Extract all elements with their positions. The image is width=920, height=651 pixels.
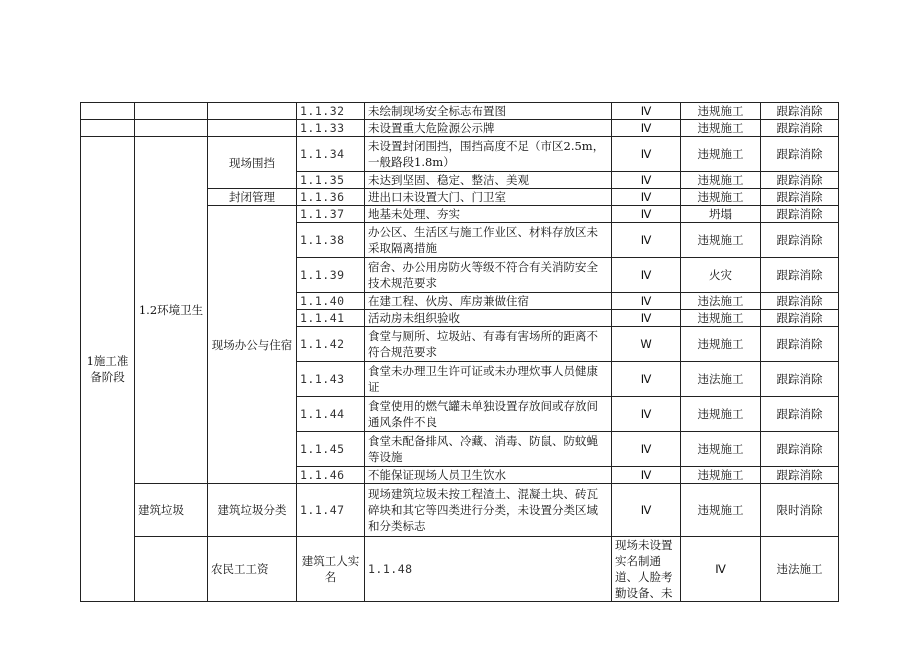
hazard-description: 宿舍、办公用房防火等级不符合有关消防安全技术规范要求	[365, 258, 612, 293]
item-code: 1.1.42	[297, 327, 365, 362]
item-group-label: 现场办公与住宿	[208, 206, 297, 484]
control-measure: 跟踪消除	[761, 206, 839, 223]
table-row	[81, 103, 839, 120]
item-code: 1.1.40	[297, 293, 365, 310]
stage-label: 1施工准备阶段	[81, 137, 135, 602]
hazard-description: 办公区、生活区与施工作业区、材料存放区未采取隔离措施	[365, 223, 612, 258]
control-measure: 限时消除	[761, 484, 839, 537]
risk-level: Ⅳ	[612, 206, 681, 223]
item-group-label: 建筑工人实名	[297, 537, 365, 602]
item-code: 1.1.41	[297, 310, 365, 327]
item-group-label: 现场围挡	[208, 137, 297, 189]
hazard-description: 未达到坚固、稳定、整洁、美观	[365, 172, 612, 189]
risk-level: Ⅳ	[612, 258, 681, 293]
table-row	[81, 137, 839, 172]
accident-type: 违规施工	[681, 223, 761, 258]
item-code: 1.1.34	[297, 137, 365, 172]
risk-level: Ⅳ	[612, 120, 681, 137]
hazard-description: 食堂未配备排风、冷藏、消毒、防鼠、防蚊蝇等设施	[365, 432, 612, 467]
risk-level: Ⅳ	[612, 103, 681, 120]
risk-level: Ⅳ	[612, 172, 681, 189]
accident-type: 违规施工	[681, 432, 761, 467]
hazard-description: 进出口未设置大门、门卫室	[365, 189, 612, 206]
control-measure: 跟踪消除	[761, 467, 839, 484]
accident-type: 违规施工	[681, 397, 761, 432]
hazard-description: 食堂与厕所、垃圾站、有毒有害场所的距离不符合规范要求	[365, 327, 612, 362]
control-measure: 跟踪消除	[761, 223, 839, 258]
cell-empty	[81, 103, 135, 120]
risk-level: Ⅳ	[612, 189, 681, 206]
risk-level: Ⅳ	[612, 362, 681, 397]
item-code: 1.1.33	[297, 120, 365, 137]
cell-empty	[81, 120, 135, 137]
risk-level: Ⅳ	[612, 310, 681, 327]
control-measure: 跟踪消除	[761, 327, 839, 362]
accident-type: 违规施工	[681, 327, 761, 362]
control-measure: 跟踪消除	[761, 432, 839, 467]
accident-type: 违规施工	[681, 484, 761, 537]
risk-level: Ⅳ	[612, 137, 681, 172]
hazard-description: 现场建筑垃圾未按工程渣土、混凝土块、砖瓦碎块和其它等四类进行分类，未设置分类区域和分类标志	[365, 484, 612, 537]
item-group-label: 建筑垃圾分类	[208, 484, 297, 537]
hazard-description: 食堂未办理卫生许可证或未办理炊事人员健康证	[365, 362, 612, 397]
accident-type: 违规施工	[681, 137, 761, 172]
cell-empty	[135, 537, 208, 602]
cell-empty	[135, 120, 208, 137]
hazard-table	[80, 102, 839, 602]
accident-type: 违法施工	[761, 537, 839, 602]
item-code: 1.1.38	[297, 223, 365, 258]
hazard-description: 现场未设置实名制通道、人脸考勤设备、未	[612, 537, 681, 602]
control-measure: 跟踪消除	[761, 137, 839, 172]
table-row	[81, 120, 839, 137]
control-measure: 跟踪消除	[761, 189, 839, 206]
item-code: 1.1.37	[297, 206, 365, 223]
item-code: 1.1.45	[297, 432, 365, 467]
accident-type: 坍塌	[681, 206, 761, 223]
item-code: 1.1.48	[365, 537, 612, 602]
table-row	[81, 484, 839, 537]
cell-empty	[208, 103, 297, 120]
control-measure: 跟踪消除	[761, 397, 839, 432]
accident-type: 违规施工	[681, 310, 761, 327]
accident-type: 违规施工	[681, 120, 761, 137]
control-measure: 跟踪消除	[761, 293, 839, 310]
subcategory-label: 建筑垃圾	[135, 484, 208, 537]
accident-type: 违规施工	[681, 103, 761, 120]
control-measure: 跟踪消除	[761, 362, 839, 397]
accident-type: 违规施工	[681, 189, 761, 206]
hazard-description: 在建工程、伙房、库房兼做住宿	[365, 293, 612, 310]
item-code: 1.1.36	[297, 189, 365, 206]
cell-empty	[135, 103, 208, 120]
accident-type: 违规施工	[681, 467, 761, 484]
control-measure: 跟踪消除	[761, 120, 839, 137]
risk-level: Ⅳ	[612, 293, 681, 310]
risk-level: Ⅳ	[681, 537, 761, 602]
item-code: 1.1.32	[297, 103, 365, 120]
control-measure: 跟踪消除	[761, 172, 839, 189]
item-code: 1.1.43	[297, 362, 365, 397]
item-code: 1.1.46	[297, 467, 365, 484]
item-code: 1.1.35	[297, 172, 365, 189]
item-code: 1.1.44	[297, 397, 365, 432]
control-measure: 跟踪消除	[761, 258, 839, 293]
item-code: 1.1.47	[297, 484, 365, 537]
risk-level: Ⅳ	[612, 397, 681, 432]
hazard-description: 食堂使用的燃气罐未单独设置存放间或存放间通风条件不良	[365, 397, 612, 432]
table-row	[81, 537, 839, 602]
cell-empty	[208, 120, 297, 137]
accident-type: 违规施工	[681, 172, 761, 189]
subcategory-label: 1.2环境卫生	[135, 137, 208, 484]
risk-level: Ⅳ	[612, 432, 681, 467]
hazard-description: 未设置封闭围挡，围挡高度不足（市区2.5m，一般路段1.8m）	[365, 137, 612, 172]
hazard-description: 地基未处理、夯实	[365, 206, 612, 223]
accident-type: 违法施工	[681, 362, 761, 397]
hazard-description: 未设置重大危险源公示牌	[365, 120, 612, 137]
risk-level: Ⅳ	[612, 484, 681, 537]
item-group-label: 封闭管理	[208, 189, 297, 206]
risk-level: Ⅳ	[612, 223, 681, 258]
hazard-description: 未绘制现场安全标志布置图	[365, 103, 612, 120]
hazard-description: 活动房未组织验收	[365, 310, 612, 327]
subcategory-label: 农民工工资	[208, 537, 297, 602]
accident-type: 火灾	[681, 258, 761, 293]
hazard-description: 不能保证现场人员卫生饮水	[365, 467, 612, 484]
item-code: 1.1.39	[297, 258, 365, 293]
control-measure: 跟踪消除	[761, 310, 839, 327]
accident-type: 违法施工	[681, 293, 761, 310]
risk-level: W	[612, 327, 681, 362]
control-measure: 跟踪消除	[761, 103, 839, 120]
risk-level: Ⅳ	[612, 467, 681, 484]
